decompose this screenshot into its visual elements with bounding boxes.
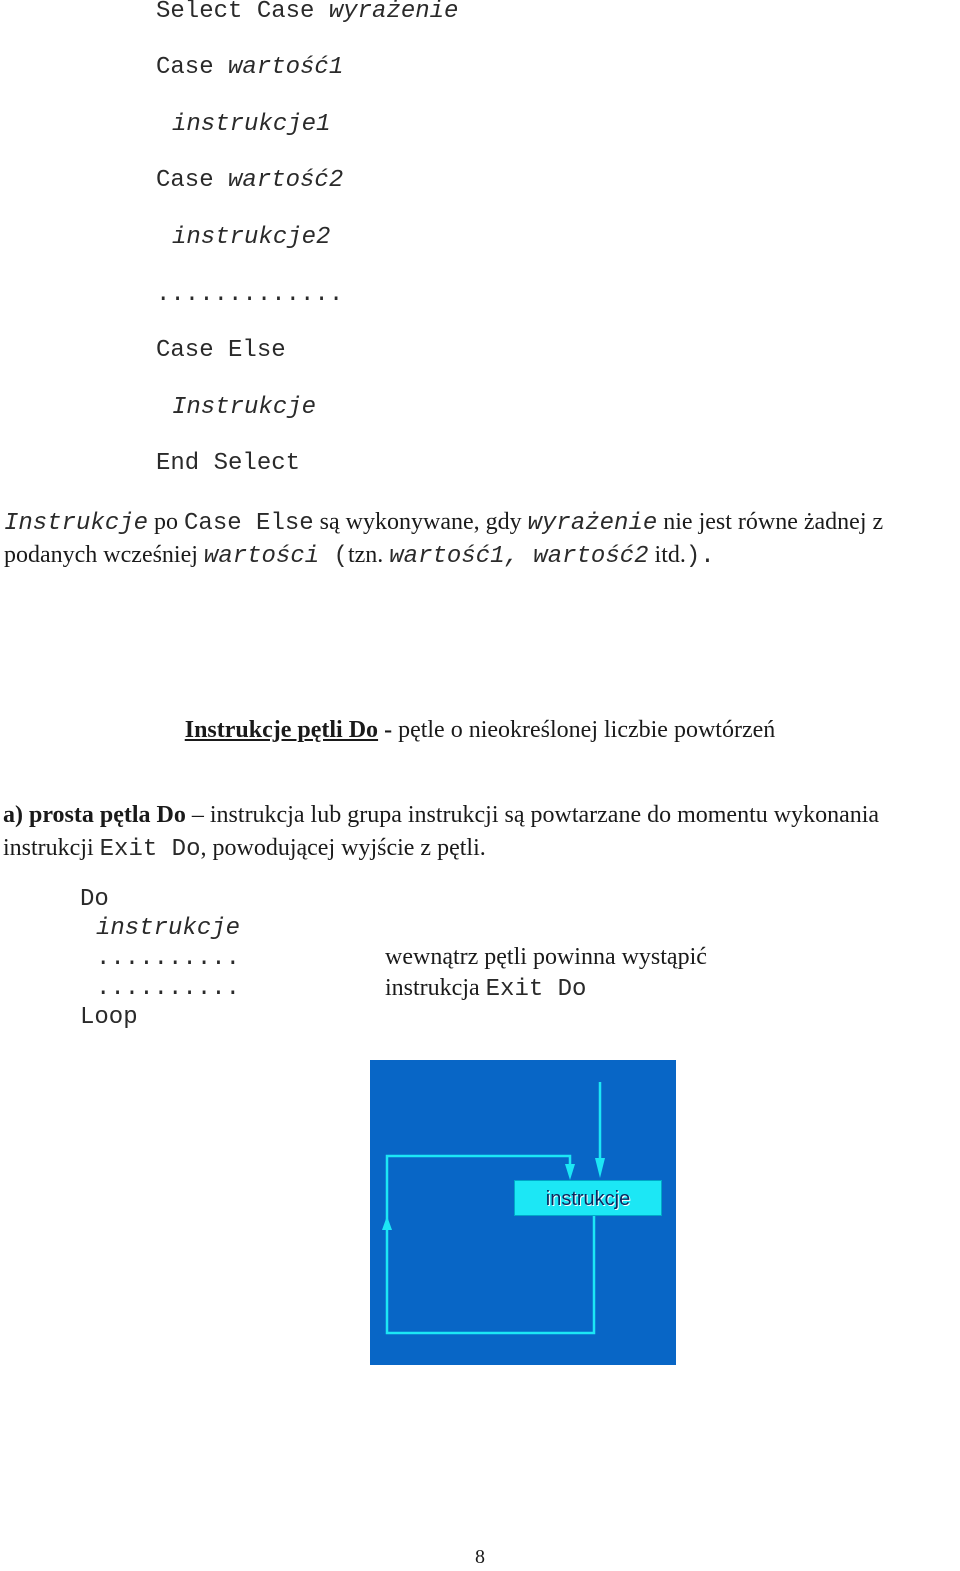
heading-title: Instrukcje pętli Do xyxy=(184,717,379,743)
code-loop: Loop xyxy=(80,1004,138,1031)
code-do-instructions: instrukcje xyxy=(96,915,241,942)
text-segment: instrukcja xyxy=(385,975,486,1001)
text-po: po xyxy=(148,509,185,535)
code-do-ellipsis-2: .......... xyxy=(96,975,241,1002)
code-exit-do-note: Exit Do xyxy=(485,976,587,1003)
page-number: 8 xyxy=(475,1546,485,1568)
section-a-paragraph xyxy=(3,800,955,866)
code-wyrazenie: wyrażenie xyxy=(527,510,658,537)
code-case-else: Case Else xyxy=(156,337,286,364)
section-a-label: a) prosta pętla Do xyxy=(3,802,186,828)
text-paren: ( xyxy=(319,543,348,570)
up-arrow-icon xyxy=(382,1216,392,1230)
code-do-ellipsis-1: .......... xyxy=(96,945,241,972)
code-case-line-2 xyxy=(156,167,343,194)
code-exit-do: Exit Do xyxy=(99,836,201,863)
explanation-paragraph xyxy=(4,507,956,573)
explanation-line-2 xyxy=(4,540,956,573)
text-segment: są wykonywane, gdy xyxy=(313,509,528,535)
note-line-1: wewnątrz pętli powinna wystąpić xyxy=(385,944,707,970)
heading-dash: - xyxy=(378,717,399,743)
text-segment: podanych wcześniej xyxy=(4,542,204,568)
code-keyword: Case xyxy=(156,167,229,194)
code-variable: wartość1 xyxy=(228,54,344,81)
code-do: Do xyxy=(80,886,109,913)
explanation-line-1 xyxy=(4,507,956,540)
code-instructions-2: instrukcje2 xyxy=(172,224,331,251)
code-select-case-line xyxy=(156,0,458,25)
text-segment: instrukcji xyxy=(3,835,100,861)
instructions-box: instrukcje xyxy=(514,1180,662,1216)
do-loop-diagram xyxy=(370,1060,676,1365)
text-segment: nie jest równe żadnej z xyxy=(657,509,884,535)
entry-arrow-icon xyxy=(595,1158,605,1178)
code-end-select: End Select xyxy=(156,450,301,477)
code-keyword: Select Case xyxy=(156,0,329,25)
code-case-line-1 xyxy=(156,54,343,81)
text-tzn: tzn. xyxy=(347,542,390,568)
heading-subtitle: pętle o nieokreślonej liczbie powtórzeń xyxy=(398,717,776,743)
code-ellipsis: ............. xyxy=(156,281,344,308)
code-keyword: Case xyxy=(156,54,229,81)
code-wartosci: wartości xyxy=(203,543,320,570)
code-variable: wartość2 xyxy=(228,167,344,194)
text-segment: – instrukcja lub grupa instrukcji są powtarzane do momentu wykonania xyxy=(185,802,880,828)
section-a-line-1 xyxy=(3,800,955,833)
code-values: wartość1, wartość2 xyxy=(389,543,649,570)
loop-arrow-icon xyxy=(565,1164,575,1180)
code-instructions-1: instrukcje1 xyxy=(172,111,331,138)
section-a-line-2 xyxy=(3,833,955,866)
code-case-else-inline: Case Else xyxy=(184,510,314,537)
text-segment: , powodującej wyjście z pętli. xyxy=(200,835,486,861)
note-line-2 xyxy=(385,975,586,1003)
text-itd: itd. xyxy=(648,542,686,568)
code-instrukcje: Instrukcje xyxy=(4,510,149,537)
code-variable: wyrażenie xyxy=(328,0,459,25)
section-heading xyxy=(0,714,960,746)
code-instructions-else: Instrukcje xyxy=(172,394,317,421)
text-paren-close: ). xyxy=(685,543,715,570)
